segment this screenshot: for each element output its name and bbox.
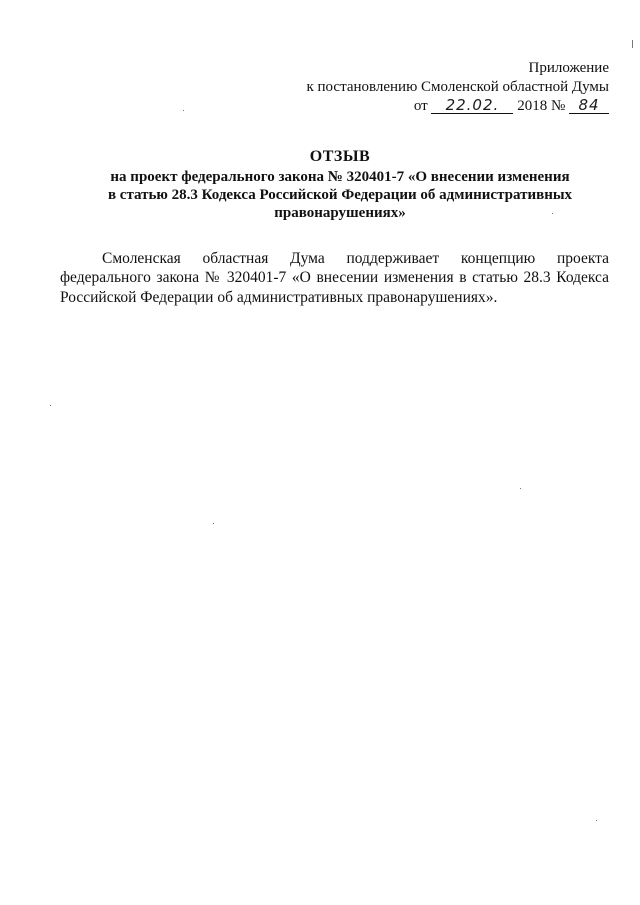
appendix-block <box>189 59 609 116</box>
scan-artifact <box>520 488 521 489</box>
handwritten-number: 84 <box>569 98 609 114</box>
appendix-resolution: к постановлению Смоленской областной Думы <box>306 79 609 95</box>
title-line-3: правонарушениях» <box>274 205 406 221</box>
document-heading: ОТЗЫВ <box>309 148 371 165</box>
title-line-1: на проект федерального закона № 320401-7 «О внесении изменения <box>110 169 570 185</box>
scan-artifact <box>183 110 184 111</box>
title-line-2: в статью 28.3 Кодекса Российской Федерации об административных <box>107 187 573 203</box>
scan-artifact <box>552 213 553 214</box>
year-text: 2018 № <box>517 98 566 114</box>
appendix-label: Приложение <box>528 60 609 76</box>
date-prefix: от <box>413 98 428 114</box>
scan-artifact <box>50 405 51 406</box>
body-paragraph: Смоленская областная Дума поддерживает концепцию проекта федерального закона № 320401-7 «О внесении изменения в статью 28.3 Кодекса Российской Федерации об административных правонарушениях». <box>60 249 609 306</box>
handwritten-date: 22.02. <box>431 98 513 114</box>
title-block <box>60 148 620 222</box>
appendix-date-line <box>189 97 609 116</box>
scan-artifact <box>632 40 633 48</box>
scan-artifact <box>596 820 597 821</box>
scan-artifact <box>213 523 214 524</box>
